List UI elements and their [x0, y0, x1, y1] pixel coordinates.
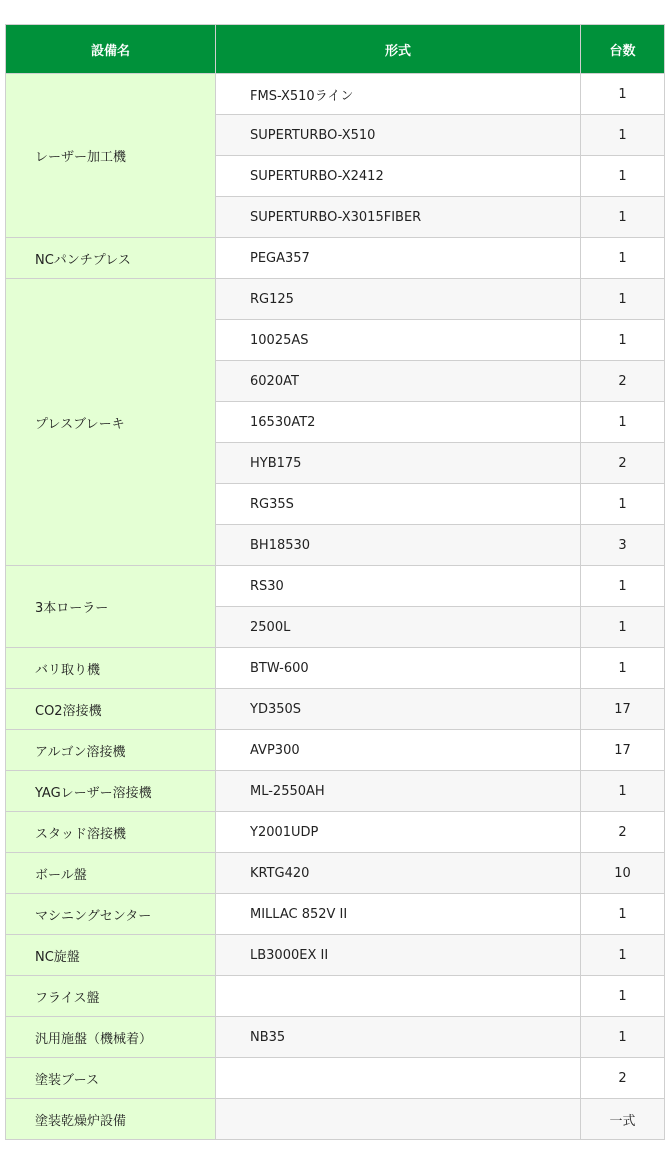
model-cell: 10025AS	[216, 320, 581, 361]
table-row	[6, 1058, 665, 1099]
model-cell: BTW-600	[216, 648, 581, 689]
table-row	[6, 689, 665, 730]
equipment-name-cell: 塗装ブース	[6, 1058, 216, 1099]
model-cell: NB35	[216, 1017, 581, 1058]
model-cell: Y2001UDP	[216, 812, 581, 853]
model-cell: SUPERTURBO-X3015FIBER	[216, 197, 581, 238]
model-cell: 2500L	[216, 607, 581, 648]
table-row	[6, 935, 665, 976]
table-row	[6, 1017, 665, 1058]
equipment-name-cell: フライス盤	[6, 976, 216, 1017]
model-cell: KRTG420	[216, 853, 581, 894]
table-row	[6, 648, 665, 689]
table-row	[6, 1099, 665, 1140]
count-cell: 1	[581, 566, 665, 607]
table-row	[6, 238, 665, 279]
table-row	[6, 279, 665, 320]
count-cell: 2	[581, 361, 665, 402]
equipment-name-cell: プレスブレーキ	[6, 279, 216, 566]
count-cell: 一式	[581, 1099, 665, 1140]
count-cell: 1	[581, 115, 665, 156]
table-row	[6, 894, 665, 935]
equipment-name-cell: マシニングセンター	[6, 894, 216, 935]
header-equipment-name: 設備名	[6, 25, 216, 74]
model-cell: BH18530	[216, 525, 581, 566]
count-cell: 1	[581, 402, 665, 443]
table-row	[6, 74, 665, 115]
count-cell: 1	[581, 894, 665, 935]
table-row	[6, 812, 665, 853]
count-cell: 1	[581, 976, 665, 1017]
model-cell: HYB175	[216, 443, 581, 484]
equipment-name-cell: 3本ローラー	[6, 566, 216, 648]
model-cell: FMS-X510ライン	[216, 74, 581, 115]
count-cell: 1	[581, 74, 665, 115]
model-cell: LB3000EX II	[216, 935, 581, 976]
model-cell: RG35S	[216, 484, 581, 525]
equipment-name-cell: レーザー加工機	[6, 74, 216, 238]
model-cell	[216, 976, 581, 1017]
count-cell: 1	[581, 607, 665, 648]
model-cell: AVP300	[216, 730, 581, 771]
model-cell: ML-2550AH	[216, 771, 581, 812]
count-cell: 2	[581, 812, 665, 853]
equipment-name-cell: NCパンチプレス	[6, 238, 216, 279]
count-cell: 17	[581, 689, 665, 730]
equipment-name-cell: 塗装乾燥炉設備	[6, 1099, 216, 1140]
equipment-name-cell: アルゴン溶接機	[6, 730, 216, 771]
count-cell: 1	[581, 1017, 665, 1058]
count-cell: 17	[581, 730, 665, 771]
table-row	[6, 566, 665, 607]
count-cell: 10	[581, 853, 665, 894]
count-cell: 1	[581, 935, 665, 976]
model-cell: 6020AT	[216, 361, 581, 402]
count-cell: 2	[581, 1058, 665, 1099]
table-header-row	[6, 25, 665, 74]
equipment-table	[5, 24, 665, 1140]
count-cell: 1	[581, 648, 665, 689]
equipment-name-cell: バリ取り機	[6, 648, 216, 689]
table-row	[6, 853, 665, 894]
model-cell: SUPERTURBO-X510	[216, 115, 581, 156]
model-cell: YD350S	[216, 689, 581, 730]
table-row	[6, 976, 665, 1017]
count-cell: 1	[581, 771, 665, 812]
model-cell: PEGA357	[216, 238, 581, 279]
equipment-name-cell: スタッド溶接機	[6, 812, 216, 853]
count-cell: 1	[581, 197, 665, 238]
count-cell: 1	[581, 320, 665, 361]
model-cell: MILLAC 852V II	[216, 894, 581, 935]
equipment-name-cell: NC旋盤	[6, 935, 216, 976]
equipment-name-cell: ボール盤	[6, 853, 216, 894]
table-row	[6, 771, 665, 812]
count-cell: 1	[581, 156, 665, 197]
equipment-name-cell: 汎用施盤（機械着）	[6, 1017, 216, 1058]
table-row	[6, 730, 665, 771]
count-cell: 2	[581, 443, 665, 484]
model-cell: RS30	[216, 566, 581, 607]
header-model: 形式	[216, 25, 581, 74]
count-cell: 1	[581, 484, 665, 525]
count-cell: 1	[581, 238, 665, 279]
model-cell	[216, 1099, 581, 1140]
model-cell: 16530AT2	[216, 402, 581, 443]
equipment-table-container	[5, 24, 664, 1140]
model-cell: RG125	[216, 279, 581, 320]
equipment-name-cell: YAGレーザー溶接機	[6, 771, 216, 812]
model-cell	[216, 1058, 581, 1099]
model-cell: SUPERTURBO-X2412	[216, 156, 581, 197]
equipment-name-cell: CO2溶接機	[6, 689, 216, 730]
count-cell: 3	[581, 525, 665, 566]
header-count: 台数	[581, 25, 665, 74]
count-cell: 1	[581, 279, 665, 320]
table-body	[6, 74, 665, 1140]
